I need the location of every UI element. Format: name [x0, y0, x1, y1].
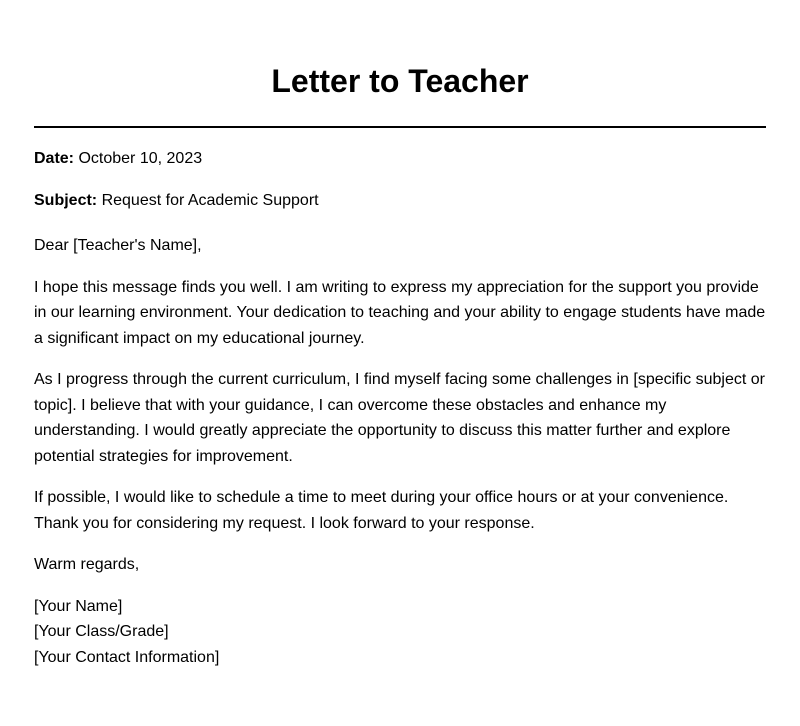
subject-value: Request for Academic Support	[101, 192, 319, 209]
letter-title: Letter to Teacher	[271, 63, 529, 99]
date-line	[34, 149, 766, 169]
salutation: Dear [Teacher's Name],	[34, 237, 202, 254]
body-paragraph-3: If possible, I would like to schedule a time to meet during your office hours or at your convenience. Thank you for considering my request. I look forward to your response.	[34, 489, 729, 532]
subject-label: Subject:	[34, 192, 98, 209]
signature-class: [Your Class/Grade]	[34, 623, 169, 640]
body-paragraph-1: I hope this message finds you well. I am writing to express my appreciation for the support you provide in our learning environment. Your dedication to teaching and your ability to engage students have made a significant impact on my educational journey.	[34, 278, 766, 347]
signature-name: [Your Name]	[34, 597, 123, 615]
signature-block	[34, 594, 766, 671]
title-divider	[34, 126, 766, 128]
date-value: October 10, 2023	[78, 150, 203, 167]
date-label: Date:	[34, 150, 75, 167]
closing: Warm regards,	[34, 556, 140, 573]
body-paragraph-2: As I progress through the current curriculum, I find myself facing some challenges in [specific subject or topic]. I believe that with your guidance, I can overcome these obstacles and enhance my understanding. I would greatly appreciate the opportunity to discuss this matter further and explore potential strategies for improvement.	[34, 371, 765, 465]
signature-contact: [Your Contact Information]	[34, 648, 220, 666]
subject-line	[34, 191, 766, 211]
